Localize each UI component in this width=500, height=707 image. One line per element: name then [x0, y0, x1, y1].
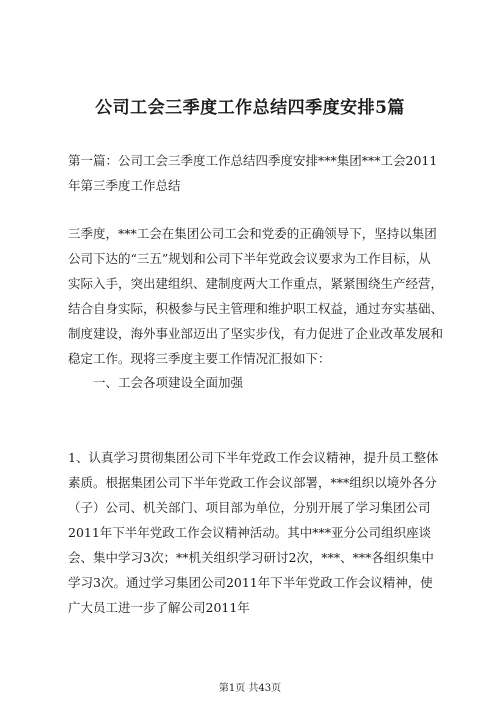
page-indicator: 第1页 共43页 [218, 683, 282, 694]
section-heading: 第一篇：公司工会三季度工作总结四季度安排***集团***工会2011年第三季度工作总结 [68, 153, 438, 193]
body-paragraph: 三季度，***工会在集团公司工会和党委的正确领导下，坚持以集团公司下达的“三五”规划和公司下半年党政会议要求为工作目标，从实际入手，突出建组织、建制度两大工作重点，紧紧围绕生产经营，结合自身实际，积极参与民主管理和维护职工权益，通过夯实基础、制度建设，海外事业部迈出了坚实步伐，有力促进了企业改革发展和稳定工作。现将三季度主要工作情况汇报如下： [68, 226, 444, 366]
document-title: 公司工会三季度工作总结四季度安排5篇 [95, 98, 405, 118]
subheading-text: 一、工会各项建设全面加强 [93, 375, 244, 390]
body-paragraph: 1、认真学习贯彻集团公司下半年党政工作会议精神，提升员工整体素质。根据集团公司下半年党政工作会议部署，***组织以境外各分（子）公司、机关部门、项目部为单位，分别开展了学习集团公司2011年下半年党政工作会议精神活动。其中***亚分公司组织座谈会、集中学习3次；**机关组织学习研讨2次，***、***各组织集中学习3次。通过学习集团公司2011年下半年党政工作会议精神，使广大员工进一步了解公司2011年 [68, 450, 439, 615]
subheading-paragraph [68, 370, 443, 395]
